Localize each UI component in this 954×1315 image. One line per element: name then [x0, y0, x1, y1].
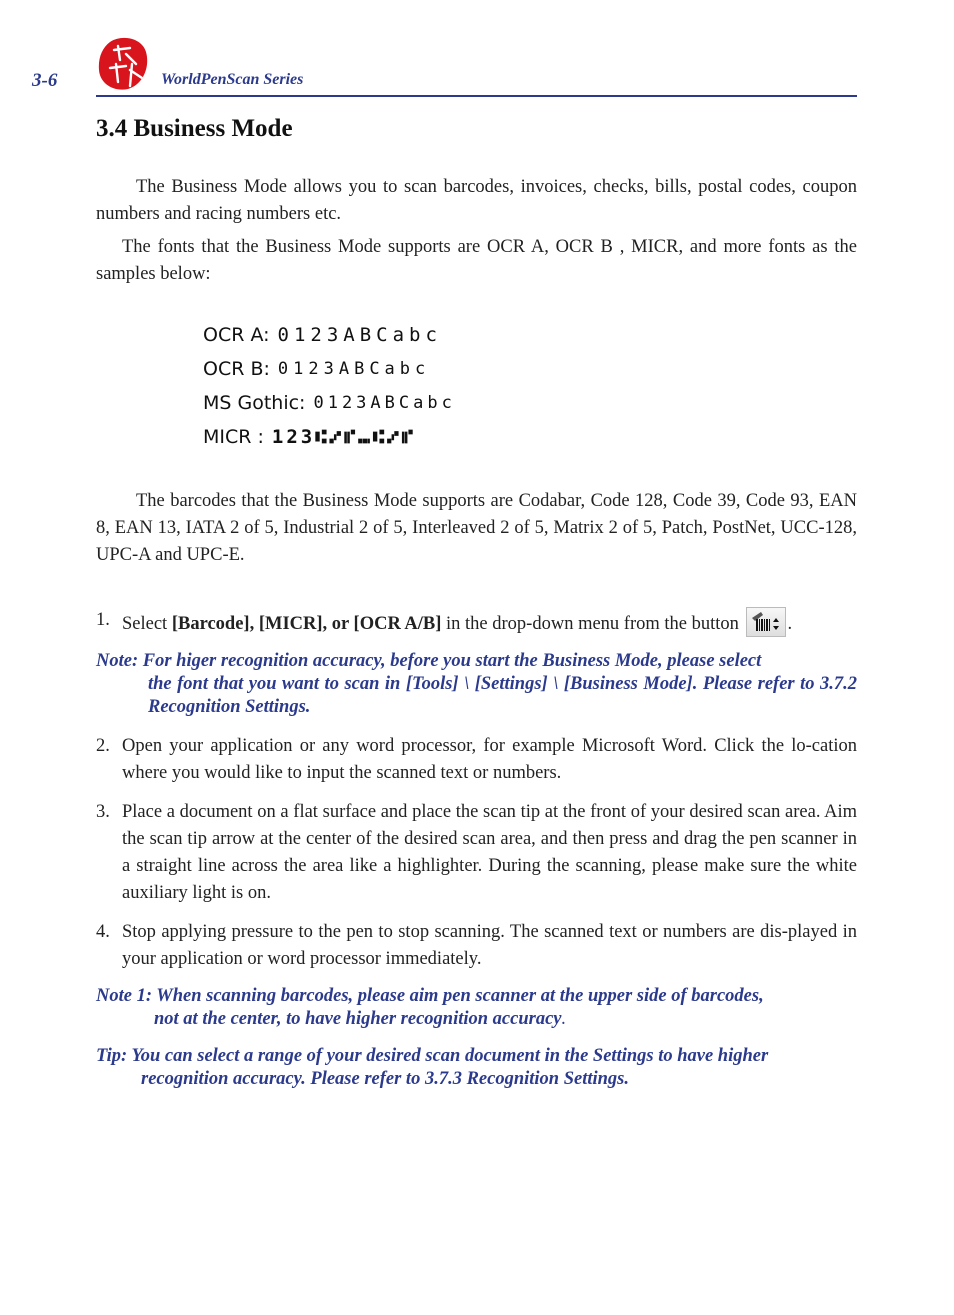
font-samples	[203, 318, 857, 454]
sample-value: 0123ABCabc	[277, 323, 442, 346]
intro-paragraph-2: The fonts that the Business Mode supports are OCR A, OCR B , MICR, and more fonts as the samples below:	[96, 237, 857, 284]
note-1-lead: Note 1: When scanning barcodes, please aim pen scanner at the upper side of barcodes,	[96, 986, 764, 1006]
step-1	[96, 607, 857, 638]
note-1-end: .	[561, 1009, 567, 1029]
series-title: WorldPenScan Series	[161, 71, 304, 88]
tip-lead: Tip: You can select a range of your desired scan document in the Settings to have higher	[96, 1046, 769, 1066]
sample-ocr-a	[203, 318, 857, 352]
note-recognition-accuracy	[96, 650, 857, 719]
note-lead: Note: For higer recognition accuracy, before you start the Business Mode, please select	[96, 651, 762, 671]
step-number: 2.	[96, 736, 110, 756]
page-header	[0, 0, 954, 100]
sample-ocr-b	[203, 352, 857, 386]
barcode-scan-icon[interactable]	[746, 607, 786, 637]
sample-value: 0123ABCabc	[313, 392, 456, 413]
step-1-menu-options: [Barcode], [MICR], or [OCR A/B]	[171, 614, 442, 634]
header-rule	[96, 95, 857, 97]
section-title: 3.4 Business Mode	[96, 115, 293, 142]
step-text: Stop applying pressure to the pen to stop scanning. The scanned text or numbers are dis-played in your application or word processor immediately.	[122, 922, 857, 969]
sample-label: OCR B:	[203, 357, 270, 380]
barcodes-paragraph: The barcodes that the Business Mode supports are Codabar, Code 128, Code 39, Code 93, EAN 8, EAN 13, IATA 2 of 5, Industrial 2 of 5, Interleaved 2 of 5, Matrix 2 of 5, Patch, PostNet, UCC-128, UPC-A and UPC-E.	[96, 491, 857, 565]
step-2	[96, 733, 857, 787]
tip-scan-range	[96, 1045, 857, 1091]
step-number: 1.	[96, 610, 110, 630]
sample-label: MS Gothic:	[203, 391, 306, 414]
step-1-pre: Select	[122, 614, 172, 634]
step-number: 3.	[96, 802, 110, 822]
sample-label: MICR :	[203, 425, 264, 448]
step-1-end: .	[787, 614, 793, 634]
sample-micr	[203, 420, 857, 454]
sample-value: 123⑆⑇⑈⑉⑆⑇⑈	[271, 425, 417, 448]
steps-list	[96, 607, 857, 973]
step-number: 4.	[96, 922, 110, 942]
note-rest: the font that you want to scan in [Tools] \ [Settings] \ [Business Mode]. Please refer to 3.7.2 Recognition Settings.	[148, 674, 857, 717]
brand-logo	[96, 34, 150, 92]
sample-ms-gothic	[203, 386, 857, 420]
intro-paragraph-1: The Business Mode allows you to scan barcodes, invoices, checks, bills, postal codes, coupon numbers and racing numbers etc.	[96, 177, 857, 224]
tip-rest: recognition accuracy. Please refer to 3.7.3 Recognition Settings.	[141, 1069, 629, 1089]
note-1-rest: not at the center, to have higher recognition accuracy	[154, 1009, 562, 1029]
step-text: Place a document on a flat surface and place the scan tip at the front of your desired scan area. Aim the scan tip arrow at the center of the desired scan area, and then press and drag the pen scanner in a straight line across the area like a highlighter. During the scanning, please make sure the white auxiliary light is on.	[122, 802, 857, 903]
sample-label: OCR A:	[203, 323, 270, 346]
step-1-post: in the drop-down menu from the button	[441, 614, 739, 634]
note-1-barcodes	[96, 985, 857, 1031]
page-content	[96, 112, 857, 1105]
step-4	[96, 919, 857, 973]
step-3	[96, 799, 857, 907]
sample-value: 0123ABCabc	[277, 358, 431, 379]
step-text: Open your application or any word processor, for example Microsoft Word. Click the lo-cation where you would like to input the scanned text or numbers.	[122, 736, 857, 783]
page-number: 3-6	[32, 70, 58, 91]
